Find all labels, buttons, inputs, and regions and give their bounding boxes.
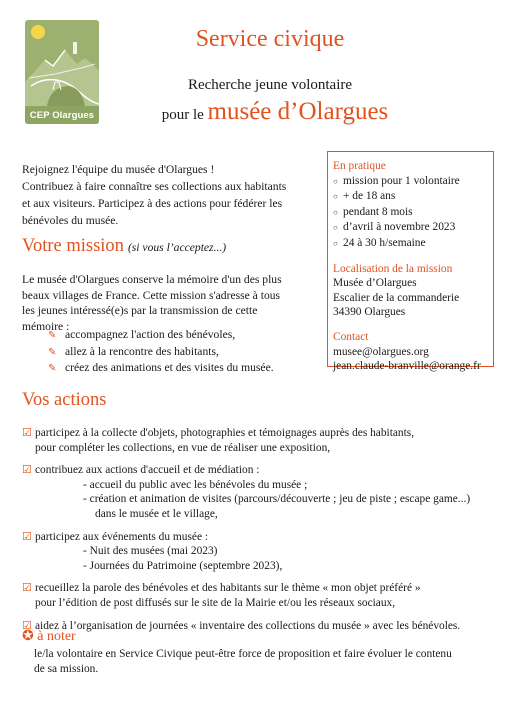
- mission-heading: [22, 236, 226, 257]
- list-item: ✎ allez à la rencontre des habitants,: [48, 344, 274, 361]
- noter-paragraph: [34, 647, 452, 676]
- mission-paragraph: [22, 272, 322, 334]
- subtitle-highlight: musée d’Olargues: [207, 98, 389, 125]
- subtitle-line-1: Recherche jeune volontaire: [187, 77, 353, 93]
- location-title: Localisation de la mission: [333, 262, 453, 275]
- mission-line: Le musée d'Olargues conserve la mémoire d'un des plus: [22, 273, 282, 286]
- noter-line: de sa mission.: [34, 662, 99, 675]
- mission-list: [48, 327, 274, 377]
- cep-olargues-logo: [25, 20, 99, 124]
- bullet-icon: ○: [333, 238, 338, 248]
- pratique-item: ○ pendant 8 mois: [333, 205, 493, 221]
- mission-line: mémoire :: [22, 319, 70, 333]
- list-item: ✎ créez des animations et des visites du musée.: [48, 360, 274, 377]
- pratique-item: ○ d’avril à novembre 2023: [333, 220, 493, 236]
- checkbox-checked-icon: ☑: [22, 427, 32, 439]
- action-item: ☑ aidez à l’organisation de journées « inventaire des collections du musée » avec les bénévoles.: [22, 619, 461, 632]
- action-item: ☑ recueillez la parole des bénévoles et des habitants sur le thème « mon objet préféré » pour l’édition de post diffusés sur le site de la Mairie et/ou les réseaux sociaux,: [22, 582, 421, 609]
- star-badge-icon: ✪: [22, 629, 34, 644]
- mission-heading-text: Votre mission: [22, 236, 124, 256]
- mission-line: les jeunes intéressé(e)s par la transmission de cette: [22, 304, 258, 317]
- intro-line: et aux visiteurs. Participez à des actions pour fédérer les: [22, 197, 283, 210]
- action-item: ☑ contribuez aux actions d'accueil et de médiation : - accueil du public avec les bénévoles du musée ; - création et animation de visites (parcours/découverte ; jeu de piste ; escape game...) dans le musée et le village,: [22, 464, 471, 520]
- location-line: Musée d’Olargues: [333, 277, 417, 290]
- location-line: Escalier de la commanderie: [333, 291, 460, 304]
- intro-line: Rejoignez l'équipe du musée d'Olargues !: [22, 163, 215, 176]
- page-title: Service civique: [195, 26, 345, 52]
- noter-heading: ✪ à noter: [22, 629, 76, 644]
- bullet-icon: ○: [333, 207, 338, 217]
- contact-email[interactable]: jean.claude-branville@orange.fr: [333, 360, 481, 373]
- checkbox-checked-icon: ☑: [22, 464, 32, 477]
- logo-caption: CEP Olargues: [29, 110, 95, 121]
- intro-line: Contribuez à faire connaître ses collections aux habitants: [22, 180, 287, 193]
- action-item: ☑ participez à la collecte d'objets, photographies et témoignages auprès des habitants, pour compléter les collections, en vue de réaliser une exposition,: [22, 427, 415, 454]
- subtitle-line-2: [100, 98, 450, 126]
- village-illustration-icon: [25, 20, 99, 124]
- mission-line: beaux villages de France. Cette mission s'adresse à tous: [22, 288, 281, 302]
- checkbox-checked-icon: ☑: [22, 582, 32, 595]
- checkbox-checked-icon: ☑: [22, 530, 32, 543]
- pratique-item: ○ + de 18 ans: [333, 189, 493, 205]
- pratique-title: En pratique: [333, 160, 386, 172]
- noter-line: le/la volontaire en Service Civique peut-être force de proposition et faire évoluer le contenu: [34, 648, 452, 660]
- pointing-hand-icon: ✎: [48, 363, 57, 374]
- pointing-hand-icon: ✎: [48, 346, 57, 358]
- bullet-icon: ○: [333, 192, 338, 202]
- list-item: ✎ accompagnez l'action des bénévoles,: [48, 327, 274, 344]
- action-item: ☑ participez aux événements du musée : - Nuit des musées (mai 2023) - Journées du Patrimoine (septembre 2023),: [22, 530, 283, 572]
- actions-list: [22, 426, 502, 641]
- intro-paragraph: [22, 161, 322, 229]
- pratique-item: ○ 24 à 30 h/semaine: [333, 236, 493, 252]
- actions-heading: Vos actions: [22, 390, 107, 410]
- pratique-item: ○ mission pour 1 volontaire: [333, 174, 493, 190]
- intro-line: bénévoles du musée.: [22, 214, 119, 227]
- pointing-hand-icon: ✎: [48, 330, 57, 341]
- bullet-icon: ○: [333, 223, 338, 233]
- bullet-icon: ○: [333, 176, 338, 186]
- contact-title: Contact: [333, 330, 369, 343]
- contact-email[interactable]: musee@olargues.org: [333, 345, 429, 358]
- location-line: 34390 Olargues: [333, 306, 406, 319]
- checkbox-checked-icon: ☑: [22, 619, 32, 632]
- mission-heading-note: (si vous l’acceptez...): [127, 241, 227, 254]
- subtitle-prefix: pour le: [161, 107, 204, 123]
- info-box: [327, 151, 494, 373]
